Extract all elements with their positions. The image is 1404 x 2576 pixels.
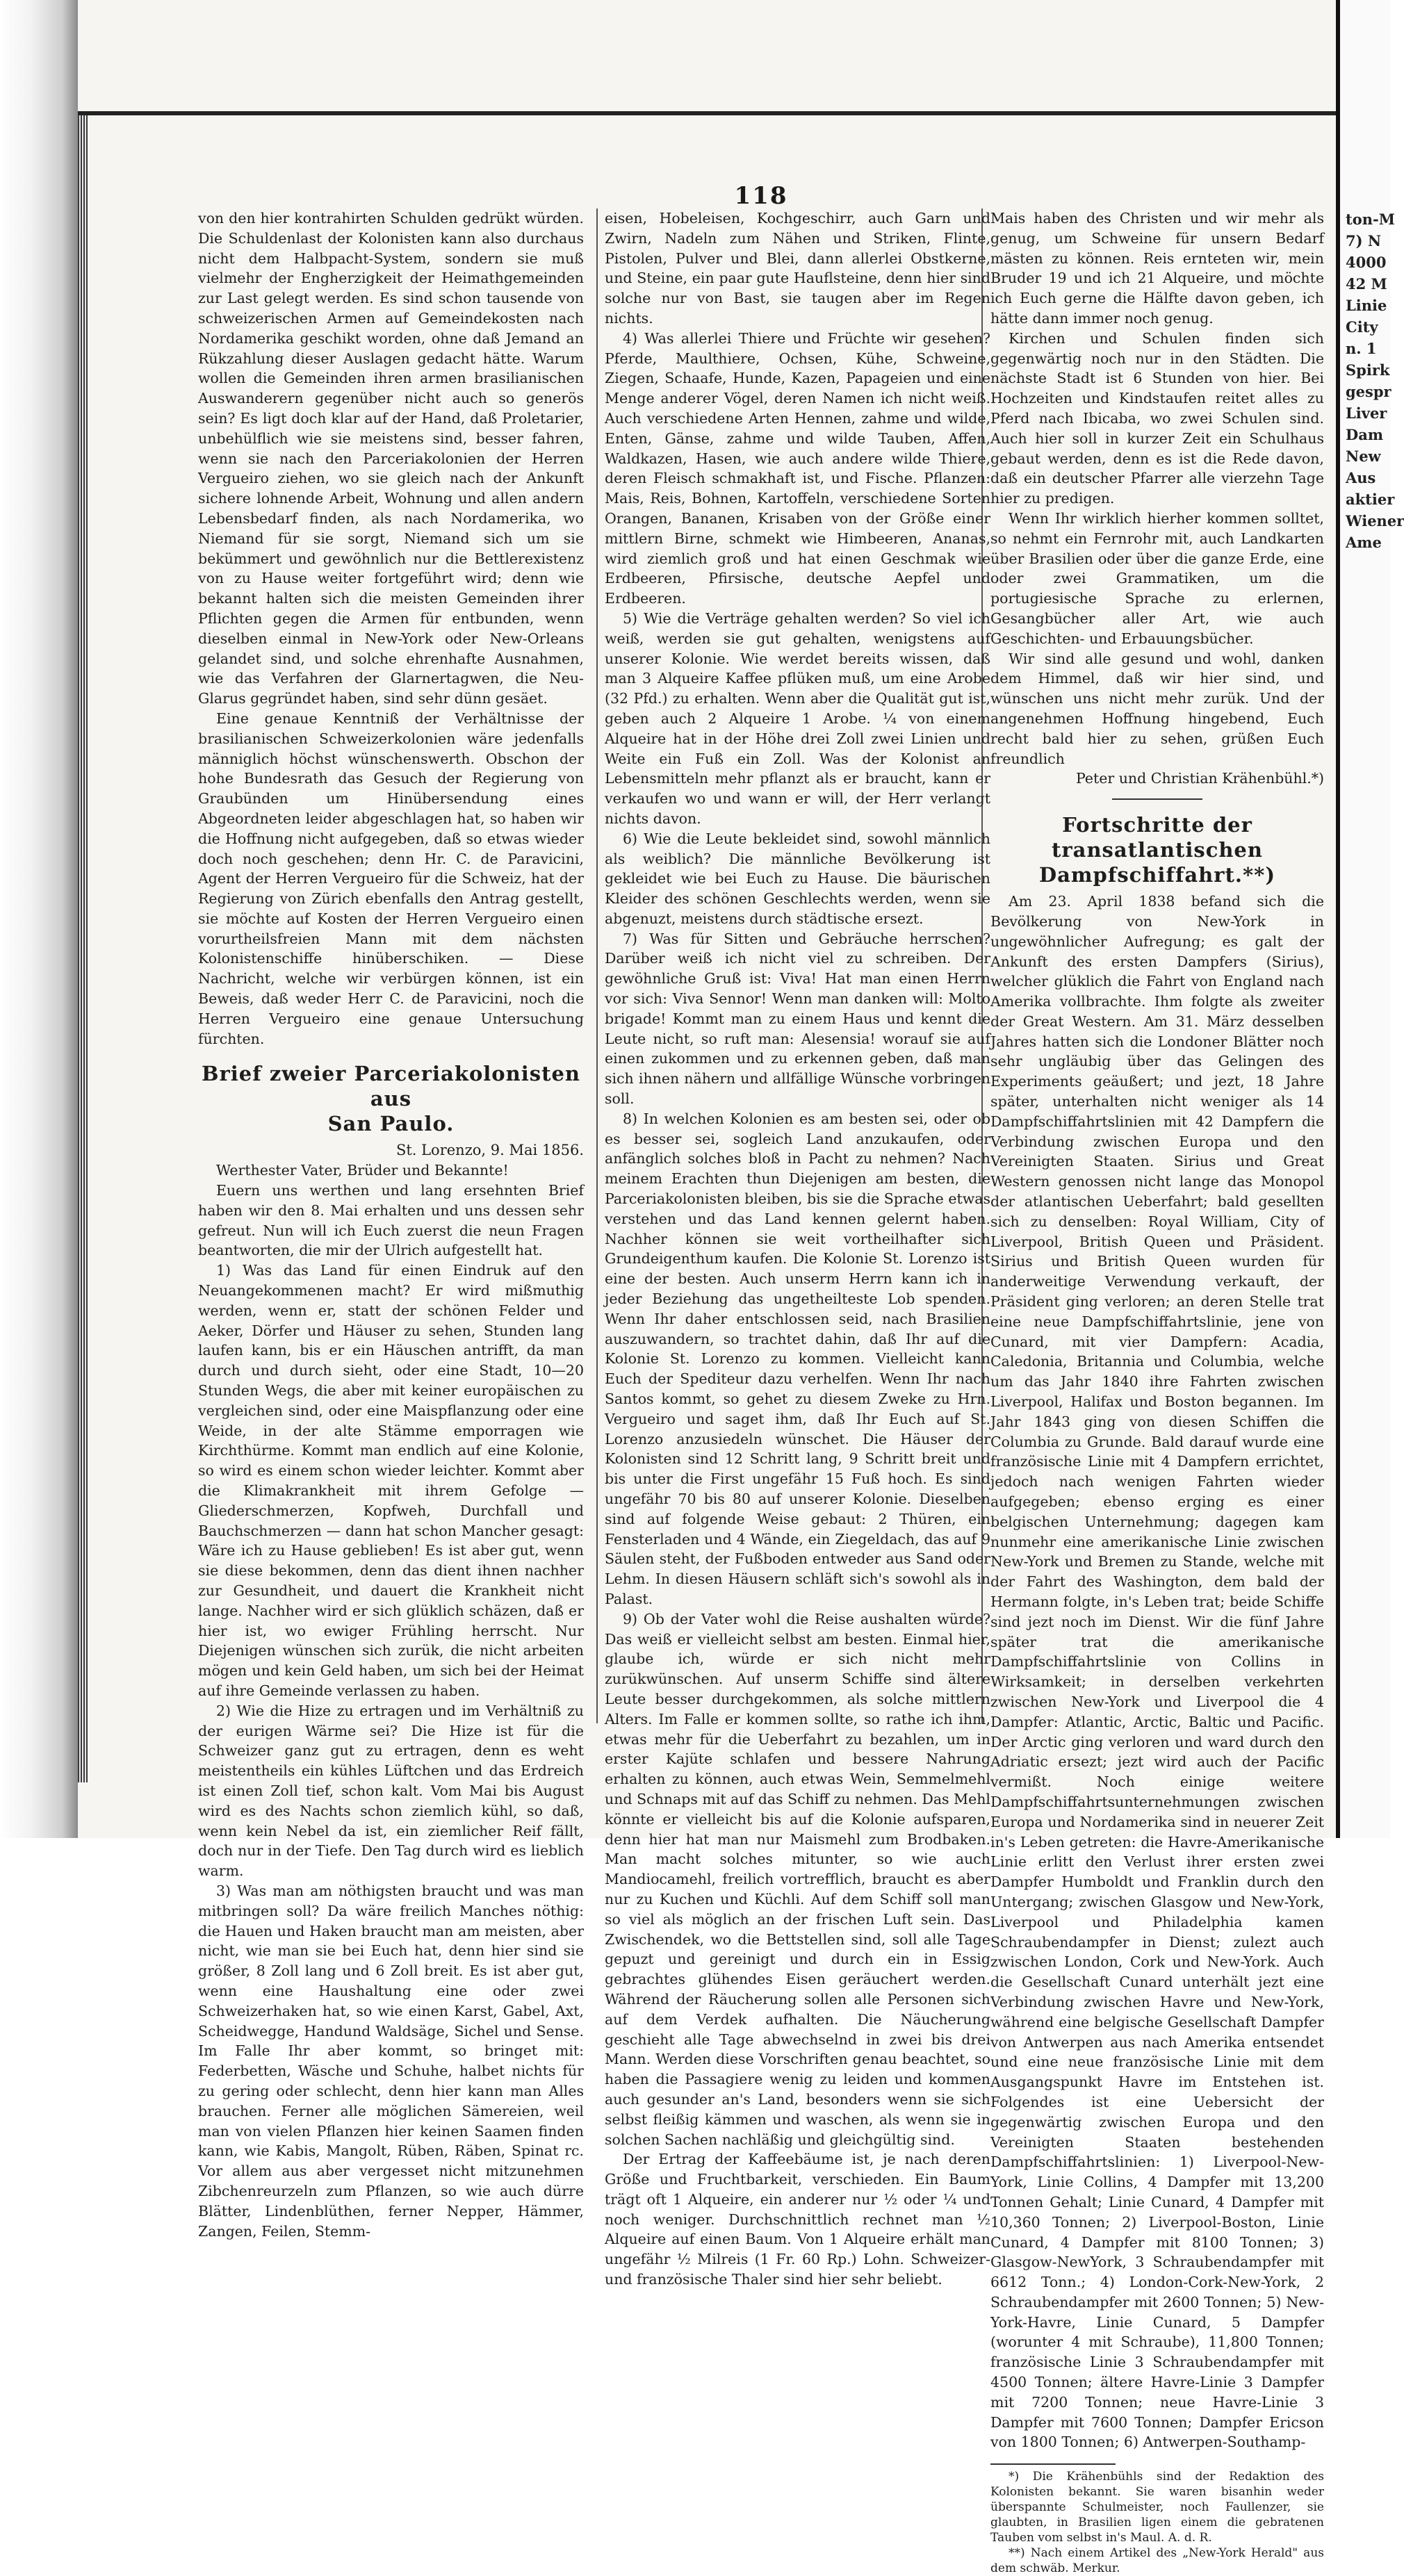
letter-signature: Peter und Christian Krähenbühl.*) — [1076, 770, 1324, 787]
column-1 — [198, 208, 584, 2241]
article-heading — [990, 812, 1324, 887]
top-rule — [78, 111, 1336, 115]
letter-heading — [198, 1061, 584, 1136]
edge-fragment: Dam — [1346, 426, 1384, 443]
paragraph: Wenn Ihr wirklich hierher kommen solltet, so nehmt ein Fernrohr mit, auch Landkarten über Brasilien oder über die ganze Erde, eine oder zwei Grammatiken, um die portugiesische Sprache zu erlernen, Gesangbücher aller Art, wie auch Geschichten- und Erbauungsbücher. — [990, 509, 1324, 647]
article-heading-line-1: Fortschritte der transatlantischen — [1052, 813, 1263, 862]
edge-fragment: 7) N — [1346, 232, 1382, 249]
letter-heading-line-2: San Paulo. — [327, 1112, 455, 1136]
column-divider — [596, 208, 598, 1723]
paragraph: Der Ertrag der Kaffeebäume ist, je nach deren Größe und Fruchtbarkeit, verschieden. Ein Baum trägt oft 1 Alqueire, ein anderer nur ½ oder ¼ und noch weniger. Durchschnittlich rechnet man ½ Alqueire auf einen Baum. Von 1 Alqueire erhält man ungefähr ½ Milreis (1 Fr. 60 Rp.) Lohn. Schweizer- und französische Thaler sind hier sehr beliebt. — [605, 2151, 990, 2288]
page-edges — [78, 115, 88, 1782]
edge-fragment: Aus — [1346, 469, 1376, 486]
page-number: 118 — [734, 182, 788, 210]
dateline: St. Lorenzo, 9. Mai 1856. — [395, 1142, 584, 1159]
paragraph: 6) Wie die Leute bekleidet sind, sowohl männlich als weiblich? Die männliche Bevölkerung ist gekleidet wie bei Euch zu Hause. Die bäurischen Kleider des schönen Geschlechts werden, wenn sie abgenuzt, meistens durch städtische ersezt. — [605, 830, 990, 927]
edge-fragment: New — [1346, 448, 1381, 465]
edge-fragment: Liver — [1346, 404, 1387, 422]
column-2 — [605, 208, 990, 2290]
paragraph: Euern uns werthen und lang ersehnten Brief haben wir den 8. Mai erhalten und uns dessen sehr gefreut. Nun will ich Euch zuerst die neun Fragen beantworten, die mir der Ulrich aufgestellt hat. — [198, 1182, 584, 1259]
paragraph: Eine genaue Kenntniß der Verhältnisse der brasilianischen Schweizerkolonien wäre jedenfalls männiglich höchst wünschenswerth. Obschon der hohe Bundesrath das Gesuch der Regierung von Graubünden um Hinübersendung eines Abgeordneten leider abgeschlagen hat, so haben wir die Hoffnung nicht aufgegeben, daß so etwas wieder doch noch geschehen; denn Hr. C. de Paravicini, Agent der Herren Vergueiro für die Schweiz, hat der Regierung von Zürich ebenfalls den Antrag gestellt, sie möchte auf Kosten der Herren Vergueiro einen vorurtheilsfreien Mann mit dem nächsten Kolonistenschiffe hinüberschiken. — Diese Nachricht, welche wir verbürgen können, ist ein Beweis, daß weder Herr C. de Paravicini, noch die Herren Vergueiro eine genaue Untersuchung fürchten. — [198, 709, 584, 1047]
edge-fragment: gespr — [1346, 383, 1391, 400]
paragraph: 2) Wie die Hize zu ertragen und im Verhältniß zu der eurigen Wärme sei? Die Hize ist für die Schweizer ganz gut zu ertragen, denn es weht meistentheils ein kühles Lüftchen und das Erdreich ist einen Zoll tief, schon kalt. Vom Mai bis August wird es des Nachts schon ziemlich kühl, so daß, wenn kein Nebel da ist, ein ziemlicher Reif fällt, doch nur in der Tiefe. Den Tag durch wird es lieblich warm. — [198, 1702, 584, 1880]
edge-fragment: Spirk — [1346, 361, 1390, 379]
edge-fragment: 4000 — [1346, 254, 1387, 271]
edge-fragment: Linie — [1346, 297, 1387, 314]
paragraph: 3) Was man am nöthigsten braucht und was man mitbringen soll? Da wäre freilich Manches nöthig: die Hauen und Haken braucht man am meisten, aber nicht, wie man sie bei Euch hat, denn hier sind sie größer, 8 Zoll lang und 6 Zoll breit. Es ist aber gut, wenn eine Haushaltung eine oder zwei Schweizerhaken hat, so wie einen Karst, Gabel, Axt, Scheidwegge, Handund Waldsäge, Sichel und Sense. Im Falle Ihr aber kommt, so bringet mit: Federbetten, Wäsche und Schuhe, halbet nichts für zu gering oder schlecht, denn hier kann man Alles brauchen. Ferner alle möglichen Sämereien, weil man von vielen Pflanzen hier keinen Saamen finden kann, wie Kabis, Mangolt, Rüben, Räben, Spinat rc. Vor allem aus aber vergesset nicht mitzunehmen Zibchenreurzeln zum Pflanzen, so wie auch dürre Blätter, Lindenblüthen, ferner Nepper, Hämmer, Zangen, Feilen, Stemm- — [198, 1882, 584, 2240]
paragraph: Wir sind alle gesund und wohl, danken dem Himmel, daß wir hier sind, und wünschen uns nicht mehr zurük. Und der angenehmen Hoffnung hingebend, Euch recht bald hier zu sehen, grüßen Euch freundlich — [990, 650, 1324, 767]
paragraph: 5) Wie die Verträge gehalten werden? So viel ich weiß, werden sie gut gehalten, wenigstens auf unserer Kolonie. Wie werdet bereits wissen, daß man 3 Alqueire Kaffee pflüken muß, um eine Arobe (32 Pfd.) zu erhalten. Wenn aber die Qualität gut ist, geben auch 2 Alqueire 1 Arobe. ¼ von einem Alqueire hat in der Höhe drei Zoll zwei Linien und Weite ein Fuß ein Zoll. Was der Kolonist an Lebensmitteln mehr pflanzt als er braucht, kann er verkaufen wo und wann er will, der Herr verlangt nichts davon. — [605, 609, 990, 827]
edge-fragment: City — [1346, 318, 1378, 336]
paragraph: eisen, Hobeleisen, Kochgeschirr, auch Garn und Zwirn, Nadeln zum Nähen und Striken, Flinte, Pistolen, Pulver und Blei, dann allerlei Obstkerne, und Steine, ein paar gute Hauflsteine, denn hier sind solche nur von Bast, sie taugen aber im Regen nichts. — [605, 210, 990, 327]
footnote-rule — [990, 2463, 1116, 2465]
paragraph: Kirchen und Schulen finden sich gegenwärtig noch nur in den Städten. Die nächste Stadt ist 6 Stunden von hier. Bei Hochzeiten und Kindstaufen reitet alles zu Pferd nach Ibicaba, wo zwei Schulen sind. Auch hier soll in kurzer Zeit ein Schulhaus gebaut werden, denn es ist die Rede davon, daß ein deutscher Pfarrer alle vierzehn Tage hier zu predigen. — [990, 329, 1324, 507]
paragraph: Mais haben des Christen und wir mehr als genug, um Schweine für unsern Bedarf mästen zu können. Reis ernteten wir, mein Bruder 19 und ich 21 Alqueire, und möchte ich Euch gerne die Hälfte davon geben, ich hätte dann immer noch genug. — [990, 210, 1324, 327]
edge-fragment: aktier — [1346, 491, 1395, 508]
footnote: *) Die Krähenbühls sind der Redaktion des Kolonisten bekannt. Sie waren bisanhin weder überspannte Schulmeister, noch Faullenzer, sie glaubten, in Brasilien ligen einem die gebratenen Tauben vom selbst in's Maul. A. d. R. — [990, 2470, 1324, 2545]
next-page-edge — [1336, 0, 1404, 1838]
paragraph: Am 23. April 1838 befand sich die Bevölkerung von New-York in ungewöhnlicher Aufregung; es galt der Ankunft des ersten Dampfers (Sirius), welcher glüklich die Fahrt von England nach Amerika vollbrachte. Ihm folgte als zweiter der Great Western. Am 31. März desselben Jahres hatten sich die Londoner Blätter noch sehr ungläubig über das Gelingen des Experiments geäußert; und jezt, 18 Jahre später, unterhalten nicht weniger als 14 Dampfschiffahrtslinien mit 42 Dampfern die Verbindung zwischen Europa und den Vereinigten Staaten. Sirius und Great Western genossen nicht lange das Monopol der atlantischen Ueberfahrt; bald gesellten sich zu denselben: Royal William, City of Liverpool, British Queen und Präsident. Sirius und British Queen wurden für anderweitige Verwendung verkauft, der Präsident ging verloren; an deren Stelle trat eine neue Dampfschiffahrtslinie, jene von Cunard, mit vier Dampfern: Acadia, Caledonia, Britannia und Columbia, welche um das Jahr 1840 ihre Fahrten zwischen Liverpool, Halifax und Boston begannen. Im Jahr 1843 ging von diesen Schiffen die Columbia zu Grunde. Bald darauf wurde eine französische Linie mit 4 Dampfern errichtet, jedoch nach wenigen Fahrten wieder aufgegeben; ebenso erging es einer belgischen Unternehmung; dagegen kam nunmehr eine amerikanische Linie zwischen New-York und Bremen zu Stande, welche mit der Fahrt des Washington, dem bald der Hermann folgte, in's Leben trat; beide Schiffe sind jezt noch im Dienst. Wir die fünf Jahre später trat die amerikanische Dampfschiffahrtslinie von Collins in Wirksamkeit; in derselben verkehrten zwischen New-York und Liverpool die 4 Dampfer: Atlantic, Arctic, Baltic und Pacific. Der Arctic ging verloren und ward durch den Adriatic ersezt; jezt wird auch der Pacific vermißt. Noch einige weitere Dampfschiffahrtsunternehmungen zwischen Europa und Nordamerika sind in neuerer Zeit in's Leben getreten: die Havre-Amerikanische Linie erlitt den Verlust ihrer ersten zwei Dampfer Humboldt und Franklin durch den Untergang; zwischen Glasgow und New-York, Liverpool und Philadelphia kamen Schraubendampfer in Dienst; zulezt auch zwischen London, Cork und New-York. Auch die Gesellschaft Cunard unterhält jezt eine Verbindung zwischen Havre und New-York, während eine belgische Gesellschaft Dampfer von Antwerpen aus nach Amerika entsendet und eine neue französische Linie mit dem Ausgangspunkt Havre im Entstehen ist. Folgendes ist eine Uebersicht der gegenwärtig zwischen Europa und den Vereinigten Staaten bestehenden Dampfschiffahrtslinien: 1) Liverpool-New-York, Linie Collins, 4 Dampfer mit 13,200 Tonnen Gehalt; Linie Cunard, 4 Dampfer mit 10,360 Tonnen; 2) Liverpool-Boston, Linie Cunard, 4 Dampfer mit 8100 Tonnen; 3) Glasgow-NewYork, 3 Schraubendampfer mit 6612 Tonn.; 4) London-Cork-New-York, 2 Schraubendampfer mit 2600 Tonnen; 5) New-York-Havre, Linie Cunard, 5 Dampfer (worunter 4 mit Schraube), 11,800 Tonnen; französische Linie 3 Schraubendampfer mit 4500 Tonnen; ältere Havre-Linie 3 Dampfer mit 7200 Tonnen; neue Havre-Linie 3 Dampfer mit 7600 Tonnen; Dampfer Ericson von 1800 Tonnen; 6) Antwerpen-Southamp- — [990, 893, 1324, 2451]
paragraph: 9) Ob der Vater wohl die Reise aushalten würde? Das weiß er vielleicht selbst am besten. Einmal hier, glaube ich, würde er sich nicht mehr zurükwünschen. Auf unserm Schiffe sind ältere Leute besser durchgekommen, als solche mittlern Alters. Im Falle er kommen sollte, so rathe ich ihm, etwas mehr für die Ueberfahrt zu bezahlen, um in erster Kajüte schlafen und bessere Nahrung erhalten zu können, auch etwas Wein, Semmelmehl und Schnaps mit auf das Schiff zu nehmen. Das Mehl könnte er vielleicht bis auf die Kolonie aufsparen, denn hier hat man nur Maismehl zum Brodbaken. Man macht solches mitunter, so wie auch Mandiocamehl, freilich vortrefflich, braucht es aber nur zu Kuchen und Küchli. Auf dem Schiff soll man so viel als möglich an der frischen Luft sein. Das Zwischendek, wo die Bettstellen sind, soll alle Tage gepuzt und gereinigt und durch ein in Essig gebrachtes glühendes Eisen geräuchert werden. Während der Räucherung sollen alle Personen sich auf dem Verdek aufhalten. Die Näucherung geschieht alle Tage abwechselnd in zwei bis drei Mann. Werden diese Vorschriften genau beachtet, so haben die Passagiere wenig zu leiden und kommen auch gesunder an's Land, besonders wenn sie sich selbst fleißig kämmen und waschen, als wenn sie in solchen Sachen nachläßig und gleichgültig sind. — [605, 1610, 990, 2148]
edge-fragment: Ame — [1346, 534, 1382, 551]
letter-heading-line-1: Brief zweier Parceriakolonisten aus — [202, 1062, 580, 1111]
paragraph: von den hier kontrahirten Schulden gedrükt würden. Die Schuldenlast der Kolonisten kann also durchaus nicht dem Halbpacht-System, sondern sie muß vielmehr der Engherzigkeit der Heimathgemeinden zur Last gelegt werden. Es sind schon tausende von schweizerischen Armen auf Gemeindekosten nach Nordamerika geschikt worden, ohne daß Jemand an Rükzahlung dieser Auslagen gedacht hätte. Warum wollen die Gemeinden ihren armen brasilianischen Auswanderern gegenüber nicht auch so generös sein? Es ligt doch klar auf der Hand, daß Proletarier, unbehülflich wie sie meistens sind, besser fahren, wenn sie nach den Parceriakolonien der Herren Vergueiro ziehen, wo sie gleich nach der Ankunft sichere lohnende Arbeit, Wohnung und allen andern Lebensbedarf finden, als nach Nordamerika, wo Niemand für sie sorgt, Niemand sich um sie bekümmert und gewöhnlich nur die Bettlerexistenz von zu Hause weiter fortgeführt wird; denn wie bekannt halten sich die meisten Gemeinden ihrer Pflichten gegen die Armen für entbunden, wenn dieselben einmal in New-York oder New-Orleans gelandet sind, und solche ehrenhafte Ausnahmen, wie das Verfahren der Glarnertagwen, die Neu-Glarus gegründet haben, sind sehr dünn gesäet. — [198, 210, 584, 707]
article-heading-line-2: Dampfschiffahrt.**) — [1038, 863, 1276, 887]
section-divider — [1112, 798, 1202, 800]
salutation: Werthester Vater, Brüder und Bekannte! — [216, 1162, 509, 1179]
paragraph: 4) Was allerlei Thiere und Früchte wir gesehen? Pferde, Maulthiere, Ochsen, Kühe, Schweine, Ziegen, Schaafe, Hunde, Kazen, Papageien und eine Menge anderer Vögel, deren Namen ich nicht weiß. Auch verschiedene Arten Hennen, zahme und wilde, Enten, Gänse, zahme und wilde Tauben, Affen, Waldkazen, Hasen, wie auch andere wilde Thiere, deren Fleisch schmakhaft ist, und Fische. Pflanzen: Mais, Reis, Bohnen, Kartoffeln, verschiedene Sorten Orangen, Bananen, Krisaben von der Größe einer mittlern Birne, schmekt wie Himbeeren, Ananas, wird ziemlich groß und hat einen Geschmak wie Erdbeeren, Pfirsische, deutsche Aepfel und Erdbeeren. — [605, 329, 990, 607]
paragraph: 1) Was das Land für einen Eindruk auf den Neuangekommenen macht? Er wird mißmuthig werden, wenn er, statt der schönen Felder und Aeker, Dörfer und Häuser zu sehen, Stunden lang laufen kann, bis er ein Häuschen antrifft, da man durch und durch sieht, oder eine Stadt, 10—20 Stunden Wegs, die aber mit keiner europäischen zu vergleichen sind, oder eine Maispflanzung oder eine Weide, in der alte Stämme emporragen wie Kirchthürme. Kommt man endlich auf eine Kolonie, so wird es einem schon wieder leichter. Kommt aber die Klimakrankheit mit ihrem Gefolge — Gliederschmerzen, Kopfweh, Durchfall und Bauchschmerzen — dann hat schon Mancher gesagt: Wäre ich zu Hause geblieben! Es ist aber gut, wenn sie diese bekommen, denn das dient ihnen nachher zur Gesundheit, und dauert die Krankheit nicht lange. Nachher wird er sich glüklich schäzen, daß er hier ist, wo ewiger Frühling herrscht. Nur Diejenigen wünschen sich zurük, die nicht arbeiten mögen und kein Geld haben, um sich bei der Heimat auf ihre Gemeinde verlassen zu haben. — [198, 1262, 584, 1699]
edge-fragment: n. 1 — [1346, 340, 1377, 357]
edge-fragment: 42 M — [1346, 275, 1387, 293]
paragraph: 8) In welchen Kolonien es am besten sei, oder ob es besser sei, sogleich Land anzukaufen, oder anfänglich solches bloß in Pacht zu nehmen? Nach meinem Erachten thun Diejenigen am besten, die Parceriakolonisten bleiben, bis sie die Sprache etwas verstehen und das Land kennen gelernt haben. Nachher können sie weit vortheilhafter sich Grundeigenthum kaufen. Die Kolonie St. Lorenzo ist eine der besten. Auch unserm Herrn kann ich in jeder Beziehung das ungetheilteste Lob spenden. Wenn Ihr daher entschlossen seid, nach Brasilien auszuwandern, so trachtet dahin, daß Ihr auf die Kolonie St. Lorenzo zu kommen. Vielleicht kann Euch der Spediteur dazu verhelfen. Wenn Ihr nach Santos kommt, so gehet zu diesem Zweke zu Hrn. Vergueiro und saget ihm, daß Ihr Euch auf St. Lorenzo anzusiedeln wünschet. Die Häuser der Kolonisten sind 12 Schritt lang, 9 Schritt breit und bis unter die First ungefähr 15 Fuß hoch. Es sind ungefähr 70 bis 80 auf unserer Kolonie. Dieselben sind auf folgende Weise gebaut: 2 Thüren, ein Fensterladen und 4 Wände, ein Ziegeldach, das auf 9 Säulen steht, der Fußboden entweder aus Sand oder Lehm. In diesen Häusern schläft sich's sowohl als in Palast. — [605, 1110, 990, 1607]
column-3 — [990, 208, 1324, 2576]
footnote: **) Nach einem Artikel des „New-York Herald" aus dem schwäb. Merkur. — [990, 2546, 1324, 2576]
book-binding — [0, 0, 78, 1838]
edge-fragment: ton-M — [1346, 211, 1395, 228]
edge-fragment: Wiener — [1346, 512, 1404, 530]
paragraph: 7) Was für Sitten und Gebräuche herrschen? Darüber weiß ich nicht viel zu schreiben. Der gewöhnliche Gruß ist: Viva! Hat man einen Herrn vor sich: Viva Sennor! Wenn man danken will: Molto brigade! Kommt man zu einem Haus und kennt die Leute nicht, so ruft man: Alesensia! worauf sie auf einen zukommen und zu erkennen geben, daß man sich ihnen nähern und allfällige Wünsche vorbringen soll. — [605, 930, 990, 1108]
